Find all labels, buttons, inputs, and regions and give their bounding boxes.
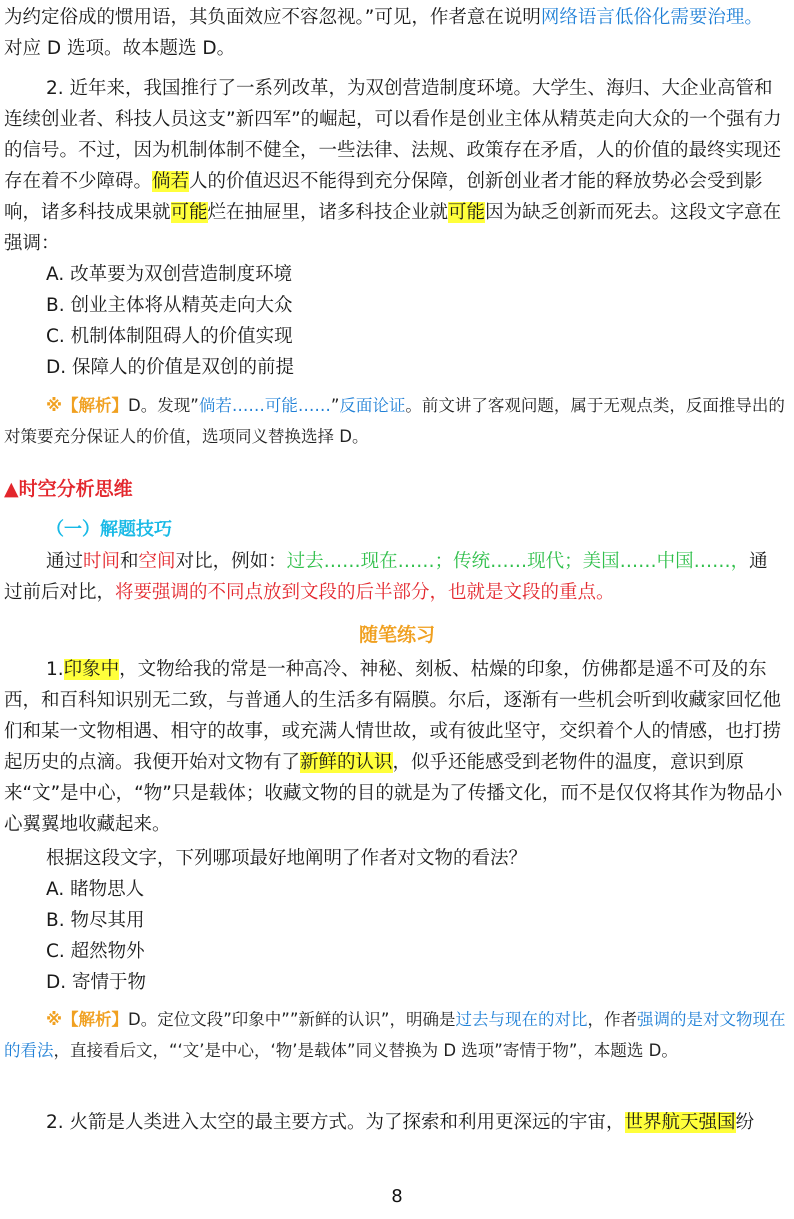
paragraph-prev-analysis: [4, 2, 786, 64]
page-number: 8: [391, 1186, 403, 1207]
highlight-red: 时间: [83, 551, 121, 572]
text-run: 因为缺乏创新而死去。这段文字意在强调：: [4, 202, 782, 254]
highlight-blue: 倘若……可能……: [198, 396, 331, 415]
text-run: ，作者: [587, 1010, 637, 1029]
text-run: D。定位文段”印象中””新鲜的认识”，明确是: [128, 1010, 456, 1029]
highlight-yellow: 印象中: [63, 659, 120, 680]
highlight-yellow: 可能: [170, 202, 208, 223]
text-run: 和: [120, 551, 139, 572]
question-2-analysis: [4, 390, 786, 452]
analysis-label: ※【解析】: [46, 1010, 129, 1029]
highlight-blue: 反面论证: [339, 396, 406, 415]
text-run: 纷: [735, 1112, 755, 1133]
text-run: 烂在抽屉里，诸多科技企业就: [207, 202, 449, 223]
text-run: 通过前后对比，: [4, 551, 768, 603]
highlight-blue: 强调的是对文物现在的看法: [4, 1010, 786, 1060]
highlight-yellow: 可能: [448, 202, 486, 223]
text-run: 。前文讲了客观问题，属于无观点类，反面推导出的对策要充分保证人的价值，选项同义替换选择 D。: [4, 396, 785, 446]
highlight-blue: 网络语言低俗化需要治理。: [540, 7, 763, 28]
text-run: ”: [330, 396, 340, 415]
option-b: B. 物尽其用: [46, 910, 145, 931]
text-run: ，文物给我的常是一种高冷、神秘、刻板、枯燥的印象，仿佛都是遥不可及的东西，和百科知识别无二致，与普通人的生活多有隔膜。尔后，逐渐有一些机会听到收藏家回忆他们和某一文物相遇、相守的故事，或充满人情世故，或有彼此坚守，交织着个人的情感，也打捞起历史的点滴。我便开始对文物有了: [4, 659, 782, 773]
text-run: ，直接看后文，“‘文’是中心，‘物’是载体”同义替换为 D 选项”寄情于物”，本题选 D。: [53, 1041, 678, 1060]
text-run: 2. 火箭是人类进入太空的最主要方式。为了探索和利用更深远的宇宙，: [46, 1112, 625, 1133]
section-heading: ▲时空分析思维: [4, 478, 133, 500]
highlight-red: 空间: [138, 551, 176, 572]
text-run: 对比，例如：: [175, 551, 287, 572]
option-c: C. 超然物外: [46, 941, 145, 962]
option-d: D. 保障人的价值是双创的前提: [46, 357, 295, 378]
text-run: 1.: [46, 659, 64, 680]
highlight-green: 过去……现在……；传统……现代；美国……中国……，: [286, 551, 750, 572]
option-a: A. 改革要为双创营造制度环境: [46, 264, 293, 285]
question-2-stem: [4, 73, 786, 259]
subsection-heading: （一）解题技巧: [46, 519, 172, 540]
question-1-prompt: 根据这段文字，下列哪项最好地阐明了作者对文物的看法？: [46, 848, 528, 869]
option-c: C. 机制体制阻碍人的价值实现: [46, 326, 293, 347]
text-run: 通过: [46, 551, 84, 572]
highlight-blue: 过去与现在的对比: [455, 1010, 588, 1029]
text-run: D。发现”: [128, 396, 199, 415]
highlight-yellow: 新鲜的认识: [300, 752, 393, 773]
highlight-yellow: 倘若: [152, 171, 190, 192]
highlight-red: 将要强调的不同点放到文段的后半部分，也就是文段的重点。: [115, 582, 615, 603]
option-b: B. 创业主体将从精英走向大众: [46, 295, 293, 316]
text-run: ，似乎还能感受到老物件的温度，意识到原来“文”是中心，“物”只是载体；收藏文物的目的就是为了传播文化，而不是仅仅将其作为物品小心翼翼地收藏起来。: [4, 752, 783, 835]
text-run: 2. 近年来，我国推行了一系列改革，为双创营造制度环境。大学生、海归、大企业高管和连续创业者、科技人员这支”新四军”的崛起，可以看作是创业主体从精英走向大众的一个强有力的信号。不过，因为机制体制不健全，一些法律、法规、政策存在矛盾，人的价值的最终实现还存在着不少障碍。: [4, 78, 782, 192]
text-run: 人的价值迟迟不能得到充分保障，创新创业者才能的释放势必会受到影响，诸多科技成果就: [4, 171, 763, 223]
technique-paragraph: [4, 546, 786, 608]
question-1-stem: [4, 654, 786, 840]
practice-title: 随笔练习: [358, 624, 435, 646]
analysis-label: ※【解析】: [46, 396, 129, 415]
question-2b-stem: [4, 1107, 786, 1138]
question-1-analysis: [4, 1004, 786, 1066]
option-a: A. 睹物思人: [46, 879, 145, 900]
option-d: D. 寄情于物: [46, 972, 147, 993]
text-run: 为约定俗成的惯用语，其负面效应不容忽视。”可见，作者意在说明: [4, 7, 541, 28]
text-run: 对应 D 选项。故本题选 D。: [4, 38, 236, 59]
highlight-yellow: 世界航天强国: [624, 1112, 736, 1133]
